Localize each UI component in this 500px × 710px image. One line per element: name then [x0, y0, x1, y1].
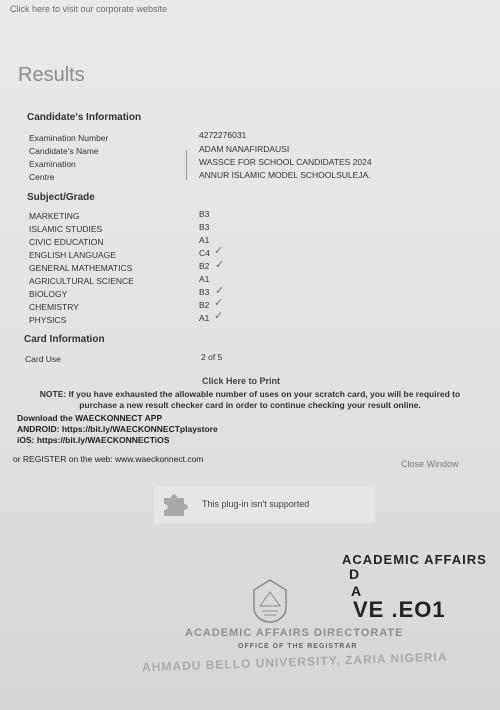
stamp-line-2: D — [349, 566, 361, 582]
subject-name: CIVIC EDUCATION — [29, 237, 104, 247]
subject-grade: B2 — [199, 261, 210, 271]
subject-grade: B3 — [199, 287, 210, 297]
check-mark-icon: ✓ — [215, 285, 225, 297]
candidate-info-heading: Candidate's Information — [27, 112, 142, 123]
stamp-line-4: VE .EO1 — [353, 597, 446, 622]
letterhead-directorate: ACADEMIC AFFAIRS DIRECTORATE — [185, 627, 404, 639]
check-mark-icon: ✓ — [214, 310, 224, 322]
letterhead-university: AHMADU BELLO UNIVERSITY, ZARIA NIGERIA — [141, 649, 448, 675]
field-value-name: ADAM NANAFIRDAUSI — [199, 144, 290, 154]
stamp-line-1: ACADEMIC AFFAIRS — [342, 552, 487, 567]
check-mark-icon: ✓ — [214, 245, 224, 257]
print-link[interactable]: Click Here to Print — [202, 376, 281, 386]
download-heading — [17, 413, 162, 423]
card-use-value: 2 of 5 — [201, 352, 223, 362]
page-title: Results — [18, 64, 85, 86]
check-mark-icon: ✓ — [214, 297, 224, 309]
check-mark-icon: ✓ — [215, 259, 225, 271]
scratch-card-note — [20, 389, 480, 411]
android-link-text[interactable]: ANDROID: https://bit.ly/WAECKONNECTplaystore — [17, 424, 218, 434]
subject-name: CHEMISTRY — [29, 302, 79, 312]
subject-name: MARKETING — [29, 211, 80, 221]
subject-name: PHYSICS — [29, 315, 67, 325]
field-value-exam-number: 4272276031 — [199, 130, 247, 140]
letterhead-office: OFFICE OF THE REGISTRAR — [238, 643, 358, 650]
stamp-line-3: A — [351, 583, 363, 599]
card-use-label: Card Use — [25, 354, 61, 364]
subject-grade: A1 — [199, 274, 210, 284]
plugin-message: This plug-in isn't supported — [202, 499, 310, 509]
column-divider — [186, 150, 187, 180]
subject-name: GENERAL MATHEMATICS — [29, 263, 133, 273]
field-value-centre: ANNUR ISLAMIC MODEL SCHOOLSULEJA. — [199, 170, 371, 180]
register-web-text[interactable]: or REGISTER on the web: www.waeckonnect.com — [13, 454, 204, 464]
close-window-link[interactable]: Close Window — [401, 459, 459, 469]
subject-grade: B3 — [199, 222, 210, 232]
ios-link[interactable] — [17, 435, 169, 445]
university-seal-icon — [252, 578, 288, 624]
field-label-name: Candidate's Name — [29, 146, 99, 156]
subject-grade: B2 — [199, 300, 210, 310]
subject-name: AGRICULTURAL SCIENCE — [29, 276, 134, 286]
field-value-examination: WASSCE FOR SCHOOL CANDIDATES 2024 — [199, 157, 372, 167]
subject-grade-heading: Subject/Grade — [27, 192, 95, 203]
subject-grade: A1 — [199, 235, 210, 245]
field-label-exam-number: Examination Number — [29, 133, 109, 143]
card-info-heading: Card Information — [24, 334, 105, 345]
plugin-placeholder — [154, 487, 375, 523]
subject-name: BIOLOGY — [29, 289, 68, 299]
corporate-website-link[interactable]: Click here to visit our corporate website — [10, 4, 168, 14]
android-link[interactable] — [17, 424, 218, 434]
field-label-examination: Examination — [29, 159, 76, 169]
subject-name: ENGLISH LANGUAGE — [29, 250, 116, 260]
top-bar — [10, 4, 167, 14]
subject-grade: B3 — [199, 209, 210, 219]
note-text: If you have exhausted the allowable number of uses on your scratch card, you will be required to purchase a new result checker card in order to continue checking your result online. — [68, 389, 461, 410]
field-label-centre: Centre — [29, 172, 55, 182]
subject-name: ISLAMIC STUDIES — [29, 224, 103, 234]
ios-link-text[interactable]: iOS: https://bit.ly/WAECKONNECTiOS — [17, 435, 170, 445]
note-label: NOTE: — [39, 389, 67, 399]
subject-grade: A1 — [199, 313, 210, 323]
download-heading-text: Download the WAECKONNECT APP — [17, 413, 163, 423]
subject-grade: C4 — [199, 248, 210, 258]
puzzle-icon — [160, 492, 192, 518]
